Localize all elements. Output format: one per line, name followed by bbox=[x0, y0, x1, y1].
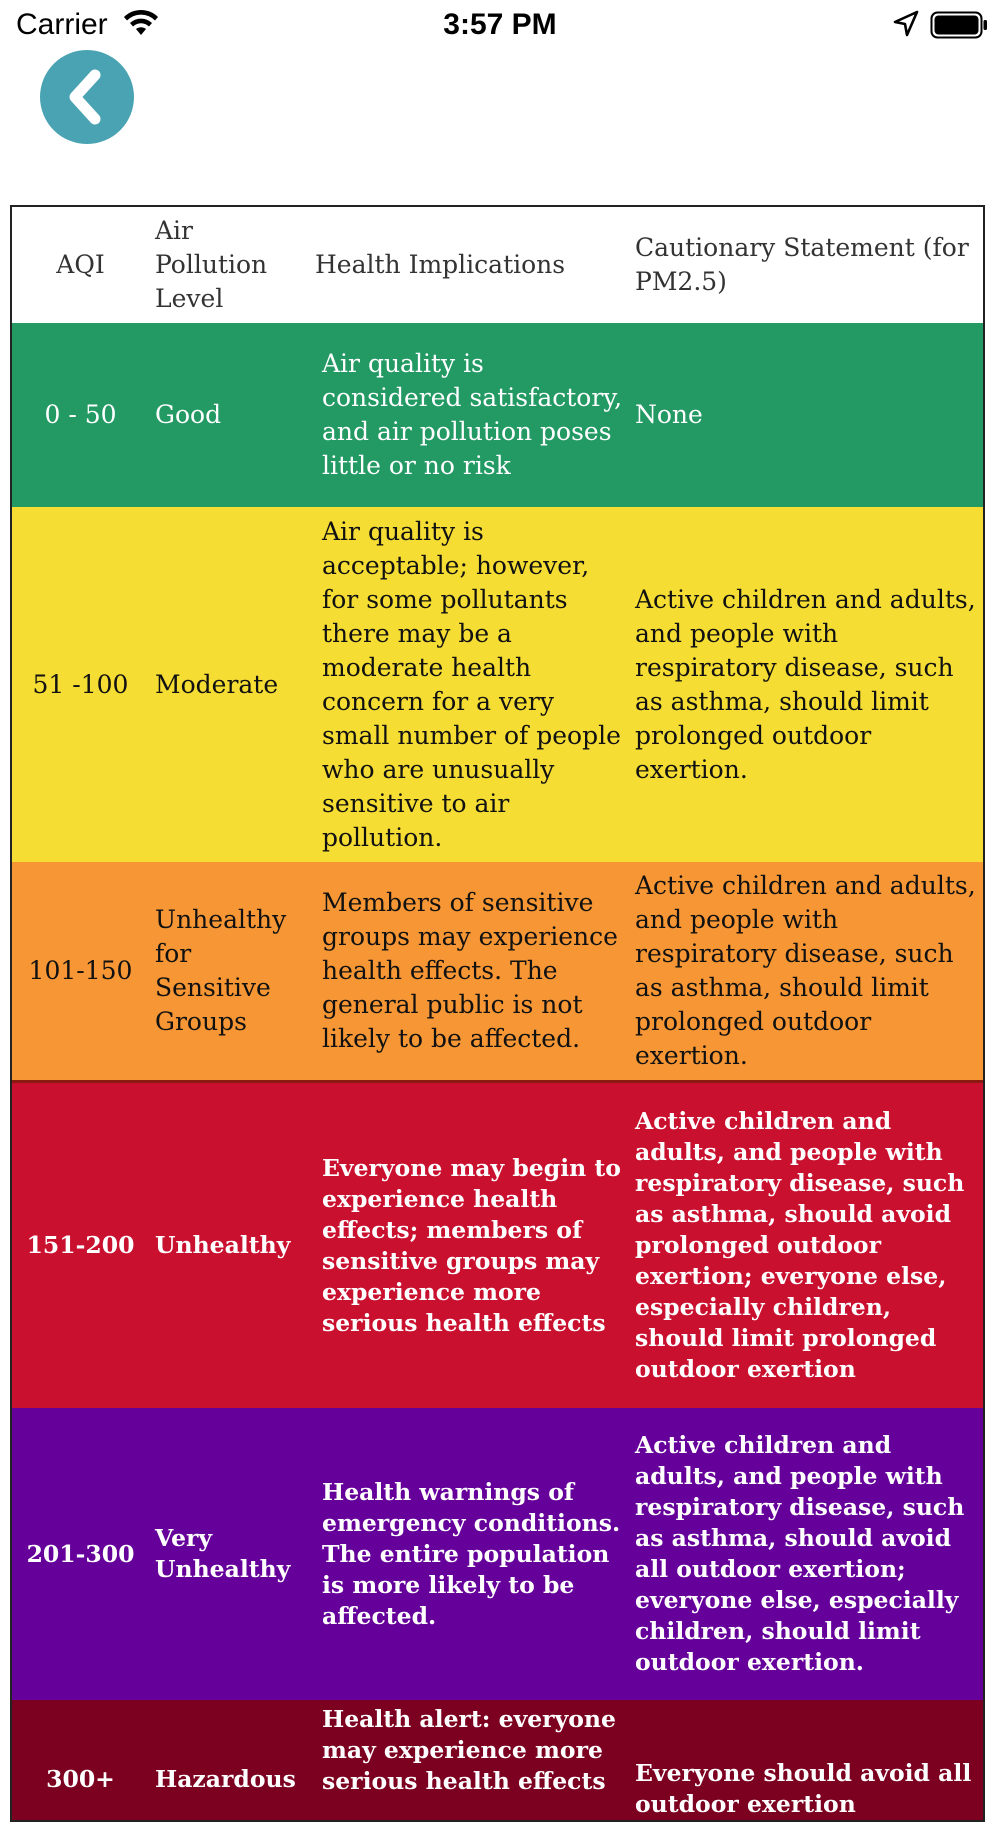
header-caution: Cautionary Statement (for PM2.5) bbox=[635, 233, 969, 296]
back-button[interactable] bbox=[40, 50, 134, 144]
aqi-range: 101-150 bbox=[28, 956, 133, 985]
health-implications: Everyone may begin to experience health effects; members of sensitive groups may experience more serious health effects bbox=[322, 1153, 621, 1337]
aqi-range: 201-300 bbox=[26, 1539, 135, 1568]
aqi-range: 51 -100 bbox=[32, 669, 129, 699]
status-bar bbox=[0, 0, 1000, 50]
table-row-hazardous bbox=[12, 1700, 983, 1820]
header-health: Health Implications bbox=[315, 250, 566, 279]
table-row-good bbox=[12, 323, 983, 507]
table-row-unhealthy-sensitive bbox=[12, 862, 983, 1083]
cautionary-statement: Everyone should avoid all outdoor exertion bbox=[635, 1759, 972, 1818]
health-implications: Health alert: everyone may experience more serious health effects bbox=[322, 1705, 616, 1795]
aqi-range: 151-200 bbox=[26, 1231, 135, 1259]
cautionary-statement: Active children and adults, and people with respiratory disease, such as asthma, should avoid prolonged outdoor exertion; everyone else, especially children, should limit prolonged outdoor exertion bbox=[635, 1107, 965, 1383]
pollution-level: Good bbox=[155, 400, 222, 429]
location-arrow-icon bbox=[893, 10, 919, 38]
cautionary-statement: Active children and adults, and people with respiratory disease, such as asthma, should limit prolonged outdoor exertion. bbox=[635, 871, 976, 1070]
pollution-level: Moderate bbox=[155, 669, 279, 699]
carrier-label: Carrier bbox=[16, 8, 108, 41]
health-implications: Members of sensitive groups may experience health effects. The general public is not likely to be affected. bbox=[322, 888, 618, 1053]
header-level: Air Pollution Level bbox=[155, 216, 268, 313]
health-implications: Health warnings of emergency conditions. The entire population is more likely to be affected. bbox=[322, 1477, 621, 1630]
cautionary-statement: Active children and adults, and people with respiratory disease, such as asthma, should limit prolonged outdoor exertion. bbox=[635, 584, 976, 784]
pollution-level: Very Unhealthy bbox=[155, 1524, 291, 1583]
health-implications: Air quality is acceptable; however, for some pollutants there may be a moderate health concern for a very small number of people who are unusually sensitive to air pollution. bbox=[322, 516, 621, 852]
pollution-level: Hazardous bbox=[155, 1765, 296, 1793]
header-aqi: AQI bbox=[56, 250, 105, 279]
chevron-left-icon bbox=[40, 50, 134, 144]
table-header-row bbox=[12, 207, 983, 323]
aqi-range: 300+ bbox=[46, 1765, 115, 1793]
table-row-very-unhealthy bbox=[12, 1408, 983, 1700]
aqi-range: 0 - 50 bbox=[44, 400, 117, 429]
table-row-moderate bbox=[12, 507, 983, 862]
pollution-level: Unhealthy for Sensitive Groups bbox=[155, 905, 287, 1036]
cautionary-statement: None bbox=[635, 400, 703, 429]
aqi-table bbox=[10, 205, 985, 1822]
health-implications: Air quality is considered satisfactory, and air pollution poses little or no risk bbox=[322, 349, 623, 480]
pollution-level: Unhealthy bbox=[155, 1231, 291, 1259]
cautionary-statement: Active children and adults, and people with respiratory disease, such as asthma, should avoid all outdoor exertion; everyone else, especially children, should limit outdoor exertion. bbox=[635, 1431, 965, 1676]
battery-icon bbox=[930, 11, 988, 39]
status-time: 3:57 PM bbox=[443, 8, 557, 41]
table-row-unhealthy bbox=[12, 1083, 983, 1408]
